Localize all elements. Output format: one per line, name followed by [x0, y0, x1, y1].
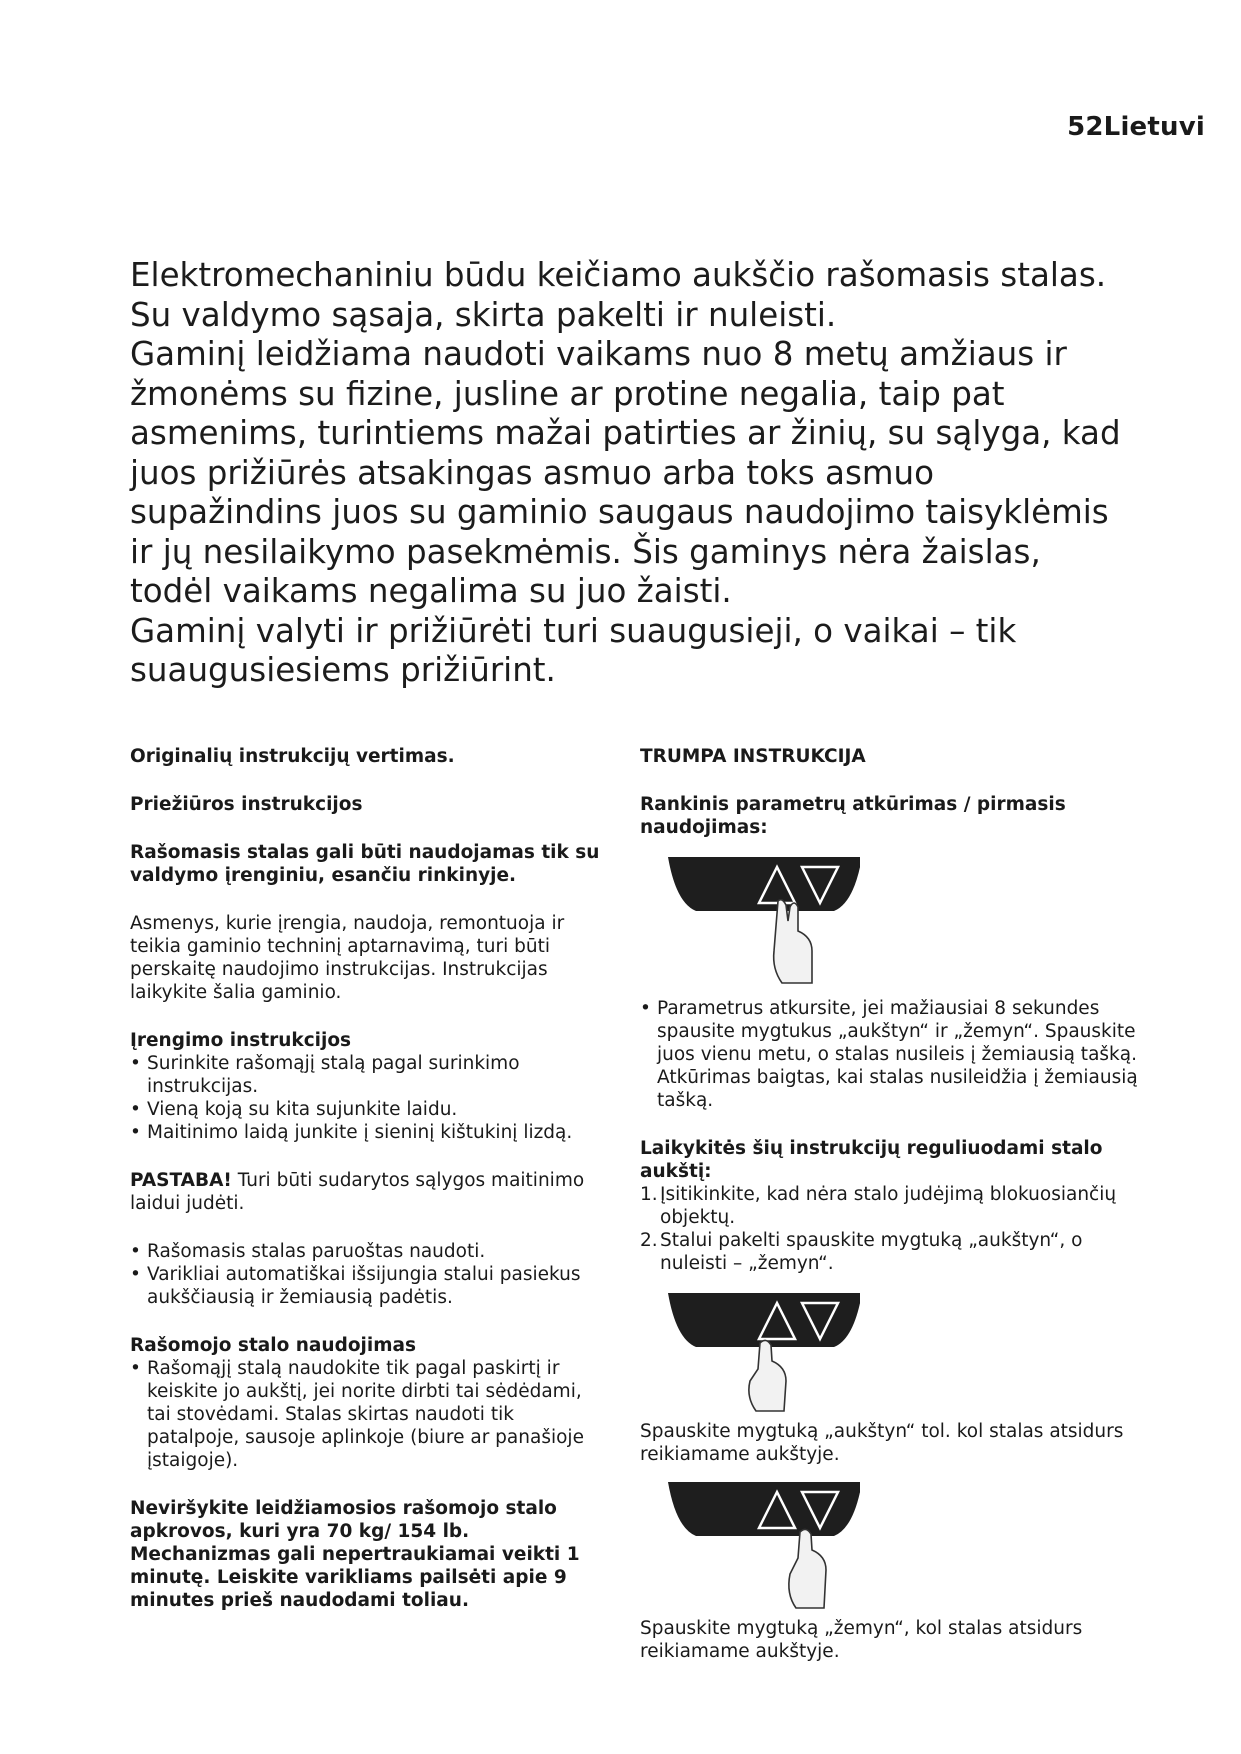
list-item: • Maitinimo laidą junkite į sieninį kištukinį lizdą. [130, 1121, 610, 1144]
usage-heading: Rašomojo stalo naudojimas [130, 1335, 416, 1356]
up-illustration [640, 1289, 860, 1414]
note-paragraph [130, 1169, 610, 1215]
intro-paragraph: Gaminį valyti ir prižiūrėti turi suaugusieji, o vaikai – tik suaugusiesiems prižiūrint. [130, 611, 1017, 689]
page-number-label: 52Lietuvi [1067, 112, 1205, 142]
ready-list [130, 1240, 610, 1309]
list-item: • Rašomąjį stalą naudokite tik pagal paskirtį ir keiskite jo aukštį, jei norite dirbti tai sėdėdami, tai stovėdami. Stalas skirtas naudoti tik patalpoje, sausoje aplinkoje (biure ar panašioje įstaigoje). [130, 1357, 610, 1472]
list-item: • Surinkite rašomąjį stalą pagal surinkimo instrukcijas. [130, 1052, 610, 1098]
hand-pressing-up-icon [749, 1340, 786, 1411]
note-text: Turi būti sudarytos sąlygos maitinimo laidui judėti. [130, 1170, 585, 1214]
install-list [130, 1052, 610, 1144]
translation-note: Originalių instrukcijų vertimas. [130, 746, 455, 767]
left-column [130, 745, 610, 1612]
reset-heading: Rankinis parametrų atkūrimas / pirmasis naudojimas: [640, 794, 1066, 838]
install-heading: Įrengimo instrukcijos [130, 1030, 352, 1051]
adjust-list [640, 1183, 1140, 1275]
intro-warning [130, 256, 1130, 691]
intro-line: Su valdymo sąsaja, skirta pakelti ir nuleisti. [130, 295, 837, 334]
intro-paragraph: Gaminį leidžiama naudoti vaikams nuo 8 metų amžiaus ir žmonėms su fizine, jusline ar protine negalia, taip pat asmenims, turintiems mažai patirties ar žinių, su sąlyga, kad juos prižiūrės atsakingas asmuo arba toks asmuo supažindins juos su gaminio saugaus naudojimo taisyklėmis ir jų nesilaikymo pasekmėmis. Šis gaminys nėra žaislas, todėl vaikams negalima su juo žaisti. [130, 335, 1121, 610]
adjust-heading: Laikykitės šių instrukcijų reguliuodami stalo aukštį: [640, 1138, 1103, 1182]
down-caption: Spauskite mygtuką „žemyn“, kol stalas atsidurs reikiamame aukštyje. [640, 1618, 1083, 1662]
list-item: 2. Stalui pakelti spauskite mygtuką „aukštyn“, o nuleisti – „žemyn“. [640, 1230, 1083, 1274]
down-illustration [640, 1478, 860, 1613]
persons-paragraph: Asmenys, kurie įrengia, naudoja, remontuoja ir teikia gaminio techninį aptarnavimą, turi būti perskaitę naudojimo instrukcijas. Instrukcijas laikykite šalia gaminio. [130, 913, 565, 1003]
list-item: • Varikliai automatiškai išsijungia stalui pasiekus aukščiausią ir žemiausią padėtis. [130, 1263, 610, 1309]
list-item: • Rašomasis stalas paruoštas naudoti. [130, 1240, 610, 1263]
usage-list [130, 1357, 610, 1472]
list-item: 1. Įsitikinkite, kad nėra stalo judėjimą blokuosiančių objektų. [640, 1184, 1117, 1228]
reset-list [640, 997, 1140, 1112]
reset-illustration [640, 851, 860, 991]
hand-pressing-down-icon [789, 1529, 826, 1608]
hand-pressing-both-icon [774, 900, 812, 983]
care-heading: Priežiūros instrukcijos [130, 794, 363, 815]
list-item: • Vieną koją su kita sujunkite laidu. [130, 1098, 610, 1121]
list-item: • Parametrus atkursite, jei mažiausiai 8 sekundes spausite mygtukus „aukštyn“ ir „žemyn“. Spauskite juos vienu metu, o stalas nusileis į žemiausią tašką. Atkūrimas baigtas, kai stalas nusileidžia į žemiausią tašką. [640, 997, 1140, 1112]
quick-instruction-heading: TRUMPA INSTRUKCIJA [640, 746, 866, 767]
note-label: PASTABA! [130, 1170, 232, 1191]
up-caption: Spauskite mygtuką „aukštyn“ tol. kol stalas atsidurs reikiamame aukštyje. [640, 1421, 1124, 1465]
right-column [640, 745, 1140, 1663]
control-device-note: Rašomasis stalas gali būti naudojamas tik su valdymo įrenginiu, esančiu rinkinyje. [130, 842, 600, 886]
intro-line: Elektromechaniniu būdu keičiamo aukščio rašomasis stalas. [130, 256, 1107, 294]
load-warning: Neviršykite leidžiamosios rašomojo stalo apkrovos, kuri yra 70 kg/ 154 lb. Mechanizmas gali nepertraukiamai veikti 1 minutę. Leiskite varikliams pailsėti apie 9 minutes prieš naudodami toliau. [130, 1498, 580, 1611]
